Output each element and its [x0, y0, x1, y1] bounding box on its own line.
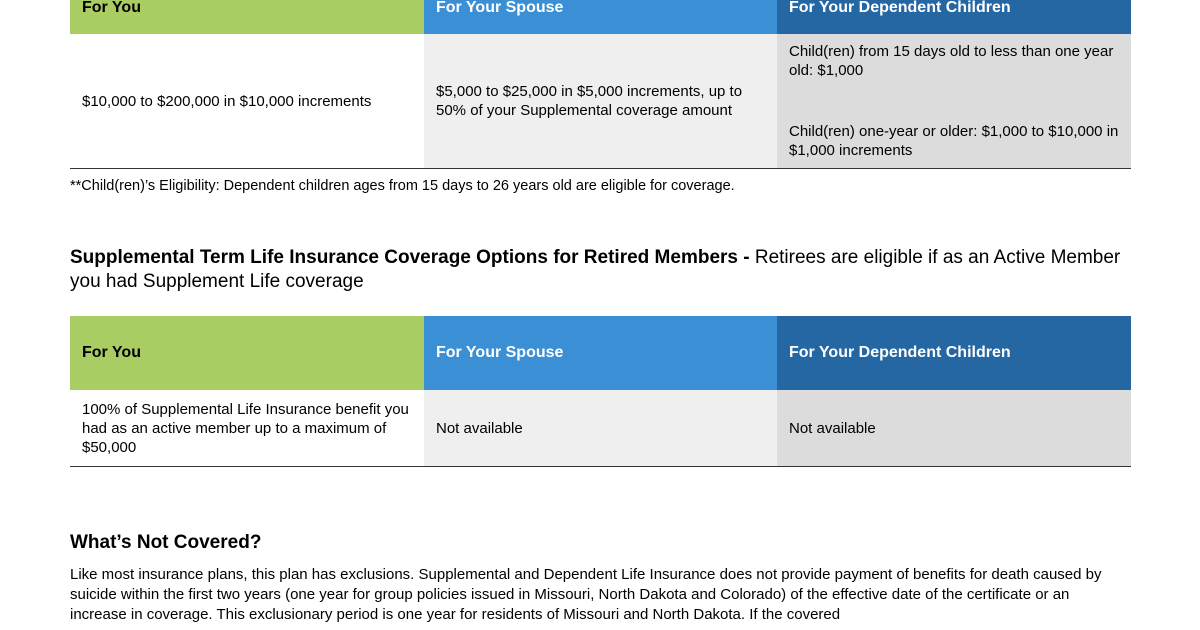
header-for-spouse: For Your Spouse	[424, 316, 777, 390]
cell-children-retired: Not available	[777, 390, 1131, 466]
children-older-amount: Child(ren) one-year or older: $1,000 to $10,000 in $1,000 increments	[789, 123, 1119, 159]
retired-title-rest: Retirees are eligible if as an Active Member you had Supplement Life coverage	[70, 247, 1121, 292]
cell-spouse-retired: Not available	[424, 390, 777, 466]
eligibility-note: **Child(ren)’s Eligibility: Dependent children ages from 15 days to 26 years old are eligible for coverage.	[70, 178, 735, 194]
retired-coverage-table	[70, 316, 1131, 467]
cell-you-amount: $10,000 to $200,000 in $10,000 increments	[70, 34, 424, 168]
header-for-you: For You	[70, 0, 424, 34]
retired-section-title	[70, 246, 1130, 294]
not-covered-paragraph: Like most insurance plans, this plan has exclusions. Supplemental and Dependent Life Insurance does not provide payment of benefits for death caused by suicide within the first two years (one year for group policies issued in Missouri, North Dakota and Colorado) of the effective date of the certificate or an increase in coverage. This exclusionary period is one year for residents of Missouri and North Dakota. If the covered	[70, 566, 1102, 623]
header-for-children: For Your Dependent Children	[777, 316, 1131, 390]
children-infant-amount: Child(ren) from 15 days old to less than one year old: $1,000	[789, 43, 1114, 79]
active-coverage-table	[70, 0, 1131, 169]
not-covered-heading: What’s Not Covered?	[70, 532, 262, 553]
retired-title-bold: Supplemental Term Life Insurance Coverage Options for Retired Members -	[70, 247, 750, 268]
header-for-children: For Your Dependent Children	[777, 0, 1131, 34]
cell-children-amount	[777, 34, 1131, 168]
header-for-you: For You	[70, 316, 424, 390]
cell-spouse-amount: $5,000 to $25,000 in $5,000 increments, up to 50% of your Supplemental coverage amount	[424, 34, 777, 168]
cell-you-retired: 100% of Supplemental Life Insurance benefit you had as an active member up to a maximum of $50,000	[70, 390, 424, 466]
header-for-spouse: For Your Spouse	[424, 0, 777, 34]
